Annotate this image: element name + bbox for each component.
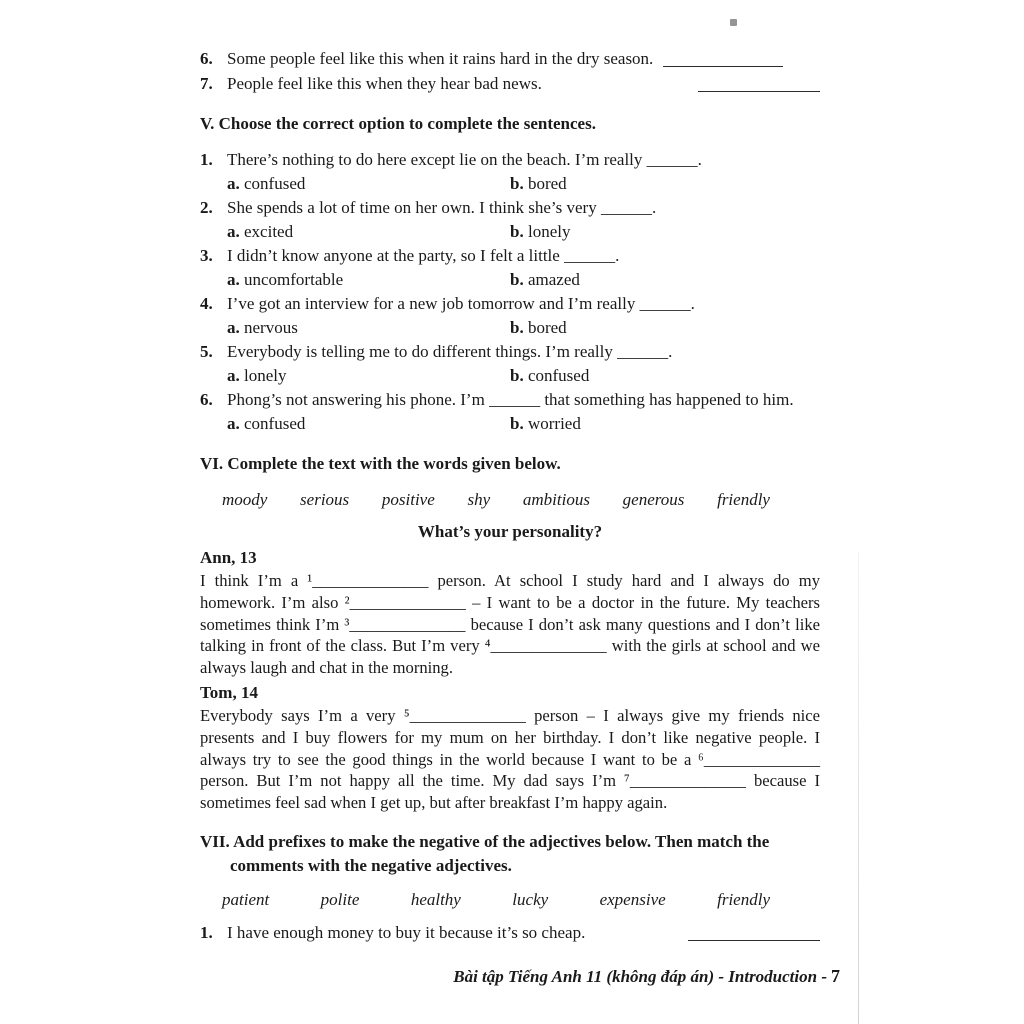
question	[200, 388, 820, 436]
question-text: I didn’t know anyone at the party, so I felt a little ______.	[227, 246, 620, 265]
question-text: I’ve got an interview for a new job tomorrow and I’m really ______.	[227, 294, 695, 313]
word-bank-item: expensive	[599, 889, 666, 909]
option-b	[510, 220, 570, 244]
word-bank-item: friendly	[717, 889, 770, 909]
option-a-label: a.	[227, 270, 240, 289]
question	[200, 340, 820, 388]
question-text: Phong’s not answering his phone. I’m ______ that something has happened to him.	[227, 390, 794, 409]
option-b-text: bored	[527, 318, 567, 337]
footer-book-title: Bài tập Tiếng Anh 11 (không đáp án) - Introduction -	[453, 967, 827, 986]
option-b-text: bored	[527, 174, 567, 193]
passage-text: Everybody says I’m a very ⁵______________ person – I always give my friends nice presents and I buy flowers for my mum on her birthday. I don’t like negative people. I always try to see the good things in the world because I want to be a ⁶______________ person. But I’m not happy all the time. My dad says I’m ⁷______________ because I sometimes feel sad when I get up, but after breakfast I’m happy again.	[200, 705, 820, 813]
question	[200, 196, 820, 244]
option-b	[510, 268, 580, 292]
item-text: I have enough money to buy it because it’s so cheap.	[227, 922, 586, 942]
option-a	[227, 316, 510, 340]
option-b	[510, 172, 567, 196]
option-a	[227, 268, 510, 292]
option-a	[227, 220, 510, 244]
section-vi-heading: VI. Complete the text with the words given below.	[200, 454, 561, 473]
spacer	[585, 920, 688, 945]
exercise-item	[200, 920, 820, 945]
page-number: 7	[831, 966, 840, 986]
question-text: Everybody is telling me to do different things. I’m really ______.	[227, 342, 673, 361]
section-vii-heading: VII. Add prefixes to make the negative of the adjectives below. Then match the comments with the negative adjectives.	[200, 831, 770, 875]
question-number: 5.	[200, 342, 213, 361]
question-number: 6.	[200, 390, 213, 409]
option-a-text: confused	[244, 414, 306, 433]
scan-edge-line	[858, 552, 859, 1024]
word-bank-item: healthy	[410, 889, 461, 909]
option-b-text: amazed	[527, 270, 580, 289]
option-a-text: uncomfortable	[244, 270, 344, 289]
item-number: 7.	[200, 74, 213, 93]
item-text: People feel like this when they hear bad news.	[227, 74, 542, 93]
speaker-name: Tom, 14	[200, 682, 258, 702]
question-number: 2.	[200, 198, 213, 217]
option-b	[510, 412, 581, 436]
exercise-item	[200, 71, 820, 96]
scan-speck	[730, 19, 737, 26]
word-bank-item: generous	[622, 490, 685, 509]
option-b-label: b.	[510, 318, 524, 337]
exercise-item	[200, 46, 820, 71]
option-a	[227, 412, 510, 436]
question	[200, 148, 820, 196]
word-bank-item: friendly	[717, 490, 770, 509]
option-b-label: b.	[510, 270, 524, 289]
item-number: 6.	[200, 49, 213, 68]
option-a-text: nervous	[244, 318, 298, 337]
spacer	[542, 71, 698, 96]
question-text: There’s nothing to do here except lie on the beach. I’m really ______.	[227, 150, 702, 169]
option-a-label: a.	[227, 174, 240, 193]
question-number: 3.	[200, 246, 213, 265]
option-b-label: b.	[510, 174, 524, 193]
word-bank	[222, 888, 770, 912]
reading-text-title: What’s your personality?	[417, 522, 603, 541]
item-number: 1.	[200, 922, 213, 942]
question-number: 4.	[200, 294, 213, 313]
question-number: 1.	[200, 150, 213, 169]
item-text: Some people feel like this when it rains hard in the dry season.	[227, 49, 654, 68]
option-a-label: a.	[227, 366, 240, 385]
option-a	[227, 364, 510, 388]
option-b-label: b.	[510, 366, 524, 385]
option-b-label: b.	[510, 414, 524, 433]
option-a-label: a.	[227, 222, 240, 241]
word-bank-item: patient	[222, 889, 270, 909]
option-b	[510, 364, 589, 388]
word-bank-item: positive	[381, 490, 435, 509]
answer-blank-line	[688, 940, 820, 941]
passage-text: I think I’m a ¹______________ person. At school I study hard and I always do my homework. I’m also ²______________ – I want to be a doctor in the future. My teachers sometimes think I’m ³______________ because I don’t ask many questions and I don’t like talking in front of the class. But I’m very ⁴______________ with the girls at school and we always laugh and chat in the morning.	[200, 571, 820, 678]
option-a-text: confused	[244, 174, 306, 193]
word-bank-item: polite	[320, 889, 360, 909]
option-a-text: excited	[244, 222, 294, 241]
page-footer	[453, 966, 840, 987]
question-text: She spends a lot of time on her own. I think she’s very ______.	[227, 198, 657, 217]
word-bank-item: moody	[222, 490, 268, 509]
option-a-text: lonely	[244, 366, 287, 385]
word-bank	[222, 488, 770, 512]
option-b-label: b.	[510, 222, 524, 241]
option-b	[510, 316, 567, 340]
speaker-name: Ann, 13	[200, 548, 257, 567]
option-a	[227, 172, 510, 196]
option-a-label: a.	[227, 318, 240, 337]
section-v-heading: V. Choose the correct option to complete the sentences.	[200, 114, 596, 133]
answer-blank-line	[663, 66, 783, 67]
option-b-text: lonely	[527, 222, 571, 241]
question	[200, 244, 820, 292]
word-bank-item: ambitious	[522, 490, 590, 509]
option-a-label: a.	[227, 414, 240, 433]
word-bank-item: lucky	[512, 889, 549, 909]
option-b-text: confused	[527, 366, 590, 385]
word-bank-item: serious	[300, 490, 350, 509]
page-content	[200, 46, 820, 945]
word-bank-item: shy	[467, 490, 491, 509]
question	[200, 292, 820, 340]
answer-blank-line	[698, 91, 820, 92]
option-b-text: worried	[527, 414, 581, 433]
